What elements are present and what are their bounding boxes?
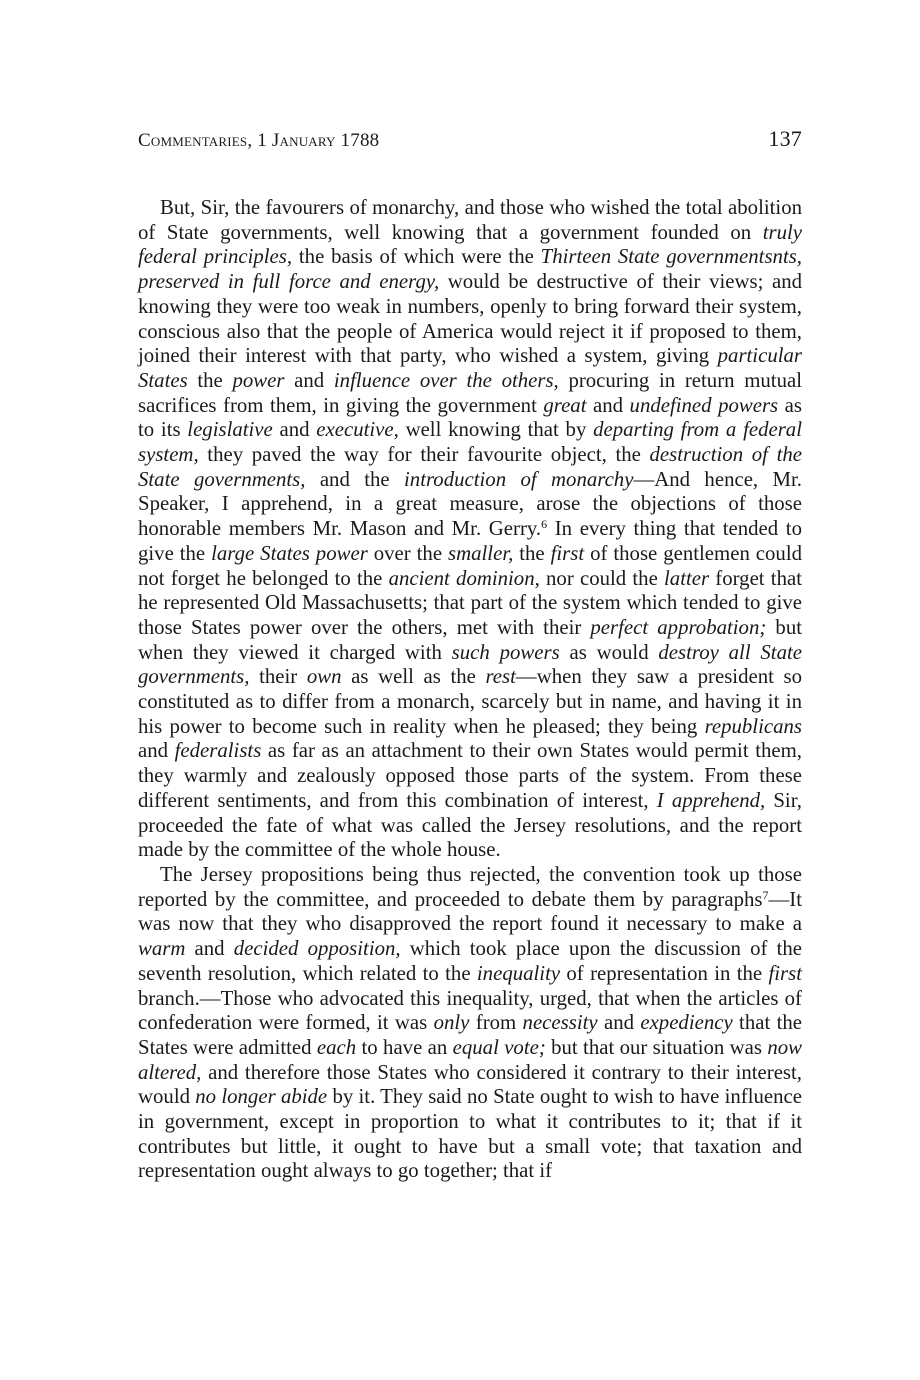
- text-run: from: [469, 1011, 523, 1035]
- italic-text: now altered,: [138, 1035, 802, 1084]
- italic-text: Thirteen State governmentsnts, preserved in full force and energy,: [138, 245, 803, 294]
- text-run: and: [138, 739, 175, 763]
- text-run: of those gentlemen could not forget he belonged to the: [138, 541, 802, 590]
- italic-text: first: [768, 961, 802, 985]
- italic-text: particular States: [138, 344, 802, 392]
- text-run: well knowing that by: [398, 418, 594, 442]
- italic-text: great: [543, 393, 587, 417]
- italic-text: necessity: [522, 1011, 598, 1035]
- italic-text: decided opposition,: [233, 937, 401, 961]
- italic-text: latter: [664, 566, 710, 590]
- page-number: 137: [768, 126, 802, 151]
- italic-text: smaller,: [448, 541, 514, 565]
- italic-text: no longer abide: [195, 1085, 328, 1109]
- text-run: and: [272, 418, 317, 442]
- italic-text: influence over the others,: [333, 368, 559, 392]
- italic-text: own: [306, 665, 342, 689]
- paragraph: [138, 196, 802, 863]
- italic-text: power: [232, 368, 285, 392]
- text-run: as to its: [138, 393, 802, 442]
- text-run: the basis of which were the: [292, 245, 541, 269]
- italic-text: only: [433, 1011, 470, 1035]
- text-run: but that our situation was: [545, 1035, 768, 1059]
- text-run: to have an: [356, 1035, 453, 1059]
- text-run: procuring in return mutual sacrifices from them, in giving the government: [138, 368, 802, 417]
- document-page: [138, 118, 802, 1184]
- italic-text: large States power: [211, 541, 368, 565]
- text-run: would be destructive of their views; and knowing they were too weak in numbers, openly to bring forward their system, conscious also that the people of America would reject it if proposed to them, joined their interest with that party, who wished a system, giving: [138, 270, 803, 368]
- running-header: [138, 118, 802, 158]
- italic-text: legislative: [187, 418, 273, 442]
- text-run: as well as the: [341, 665, 486, 689]
- text-run: forget that he represented Old Massachusetts; that part of the system which tended to give those States power over the others, met with their: [138, 566, 802, 639]
- text-run: and therefore those States who considered it contrary to their interest, would: [138, 1060, 802, 1109]
- italic-text: introduction of monarchy: [404, 467, 634, 491]
- text-run: the: [187, 368, 233, 392]
- footnote-ref: 7: [762, 887, 769, 902]
- paragraph: [138, 863, 802, 1184]
- text-run: branch.—Those who advocated this inequality, urged, that when the articles of confederation were formed, it was: [138, 986, 802, 1035]
- italic-text: republicans: [704, 714, 802, 738]
- text-run: and: [185, 937, 234, 961]
- footnote-ref: 6: [541, 517, 548, 532]
- italic-text: inequality: [476, 961, 561, 985]
- text-run: nor could the: [539, 566, 665, 590]
- italic-text: ancient dominion,: [388, 566, 540, 590]
- italic-text: expediency: [640, 1011, 733, 1035]
- italic-text: each: [316, 1035, 357, 1059]
- text-run: by it. They said no State ought to wish to have influence in government, except in proportion to what it contributes to it; that if it contributes but little, it ought to have but a small vote; that taxation and representation ought always to go together; that if: [138, 1085, 802, 1183]
- running-title: Commentaries, 1 January 1788: [138, 130, 380, 151]
- italic-text: executive,: [316, 418, 399, 442]
- text-run: the: [513, 541, 551, 565]
- italic-text: equal vote;: [452, 1035, 546, 1059]
- text-run: that the States were admitted: [138, 1011, 802, 1059]
- text-run: of representation in the: [560, 961, 769, 985]
- text-run: as would: [559, 640, 659, 664]
- text-run: which took place upon the discussion of the seventh resolution, which related to the: [138, 937, 802, 985]
- italic-text: destroy all State governments,: [138, 640, 802, 689]
- text-run: —It was now that they who disapproved the report found it necessary to make a: [138, 887, 802, 936]
- text-run: they paved the way for their favourite object, the: [198, 443, 650, 467]
- text-run: Sir, proceeded the fate of what was called the Jersey resolutions, and the report made by the committee of the whole house.: [138, 788, 803, 862]
- text-run: —And hence, Mr. Speaker, I apprehend, in a great measure, arose the objections of those honorable members Mr. Mason and Mr. Gerry.: [138, 467, 802, 541]
- body-text: [138, 196, 802, 1184]
- text-run: their: [249, 665, 307, 689]
- text-run: over the: [367, 541, 449, 565]
- text-run: The Jersey propositions being thus rejected, the convention took up those reported by the committee, and proceeded to debate them by paragraphs: [138, 862, 802, 911]
- italic-text: warm: [138, 937, 186, 961]
- text-run: and the: [305, 467, 405, 491]
- text-run: and: [586, 393, 630, 417]
- italic-text: I apprehend,: [656, 788, 766, 812]
- text-run: and: [597, 1011, 641, 1035]
- text-run: and: [284, 368, 334, 392]
- text-run: —when they saw a president so constituted as to differ from a monarch, scarcely but in name, and having it in his power to become such in reality when he pleased; they being: [138, 665, 802, 738]
- text-run: but when they viewed it charged with: [138, 615, 802, 664]
- text-run: as far as an attachment to their own States would permit them, they warmly and zealously opposed those parts of the system. From these different sentiments, and from this combination of interest,: [138, 739, 802, 812]
- italic-text: departing from a federal system,: [138, 418, 802, 467]
- italic-text: perfect approbation;: [590, 615, 767, 639]
- italic-text: federalists: [174, 739, 262, 763]
- italic-text: truly federal principles,: [138, 220, 802, 269]
- italic-text: undefined powers: [629, 393, 779, 417]
- italic-text: destruction of the State governments,: [138, 443, 802, 491]
- text-run: In every thing that tended to give the: [138, 517, 802, 565]
- italic-text: rest: [485, 665, 516, 689]
- italic-text: such powers: [451, 640, 560, 664]
- italic-text: first: [550, 541, 585, 565]
- text-run: But, Sir, the favourers of monarchy, and those who wished the total abolition of State governments, well knowing that a government founded on: [138, 196, 802, 244]
